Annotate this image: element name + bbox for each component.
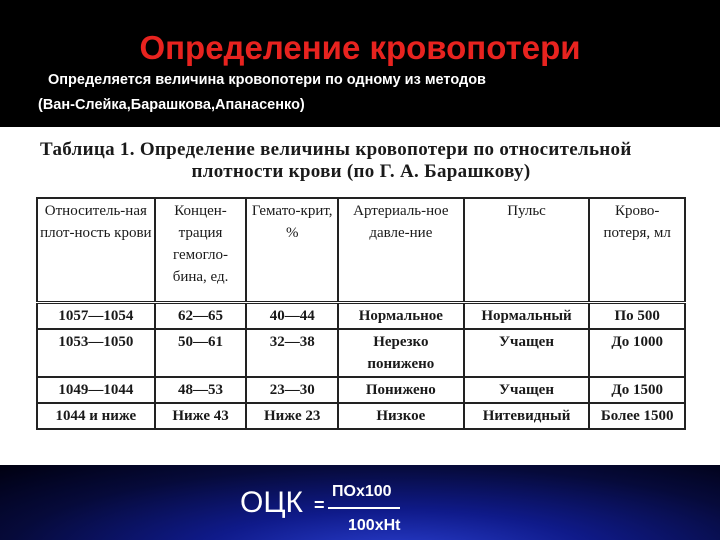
cell-hematocrit: 32—38 [246,329,338,377]
table-row [37,377,685,403]
formula-equals: = [314,495,325,515]
table-row [37,303,685,330]
slide-title: Определение кровопотери [139,29,581,66]
cell-pulse: Учащен [464,329,590,377]
cell-density: 1053—1050 [37,329,155,377]
header-blood-pressure: Артериаль-ное давле-ние [338,198,464,303]
cell-density: 1044 и ниже [37,403,155,429]
header-hemoglobin: Концен-трация гемогло-бина, ед. [155,198,247,303]
slide-subtitle: Определяется величина кровопотери по одному из методов [48,72,486,88]
cell-blood-pressure: Понижено [338,377,464,403]
cell-hemoglobin: 50—61 [155,329,247,377]
cell-hemoglobin: 48—53 [155,377,247,403]
cell-hemoglobin: 62—65 [155,303,247,330]
cell-density: 1057—1054 [37,303,155,330]
cell-pulse: Нормальный [464,303,590,330]
cell-blood-loss: По 500 [589,303,685,330]
table-header-row [37,198,685,303]
formula-numerator: ПОх100 [332,483,392,500]
header-hematocrit: Гемато-крит, % [246,198,338,303]
header-blood-loss: Крово-потеря, мл [589,198,685,303]
cell-blood-loss: Более 1500 [589,403,685,429]
header-density: Относитель-ная плот-ность крови [37,198,155,303]
cell-hematocrit: Ниже 23 [246,403,338,429]
formula-lhs: ОЦК [240,486,304,519]
table-caption [40,139,700,183]
cell-hemoglobin: Ниже 43 [155,403,247,429]
cell-hematocrit: 23—30 [246,377,338,403]
cell-blood-loss: До 1000 [589,329,685,377]
table-row [37,329,685,377]
header-pulse: Пульс [464,198,590,303]
blood-loss-table [36,197,686,430]
table-caption-line-2: плотности крови (по Г. А. Барашкову) [191,161,531,182]
table-caption-line-1: Таблица 1. Определение величины кровопотери по относительной [40,139,632,160]
cell-hematocrit: 40—44 [246,303,338,330]
methods-list: (Ван-Слейка,Барашкова,Апанасенко) [38,97,305,113]
cell-density: 1049—1044 [37,377,155,403]
bcv-formula [240,480,440,540]
cell-blood-pressure: Нормальное [338,303,464,330]
formula-fraction-bar [328,507,400,509]
formula-denominator: 100хHt [348,517,401,534]
scanned-table-image [0,127,720,465]
cell-blood-loss: До 1500 [589,377,685,403]
cell-blood-pressure: Нерезко понижено [338,329,464,377]
cell-pulse: Нитевидный [464,403,590,429]
cell-blood-pressure: Низкое [338,403,464,429]
table-row [37,403,685,429]
cell-pulse: Учащен [464,377,590,403]
